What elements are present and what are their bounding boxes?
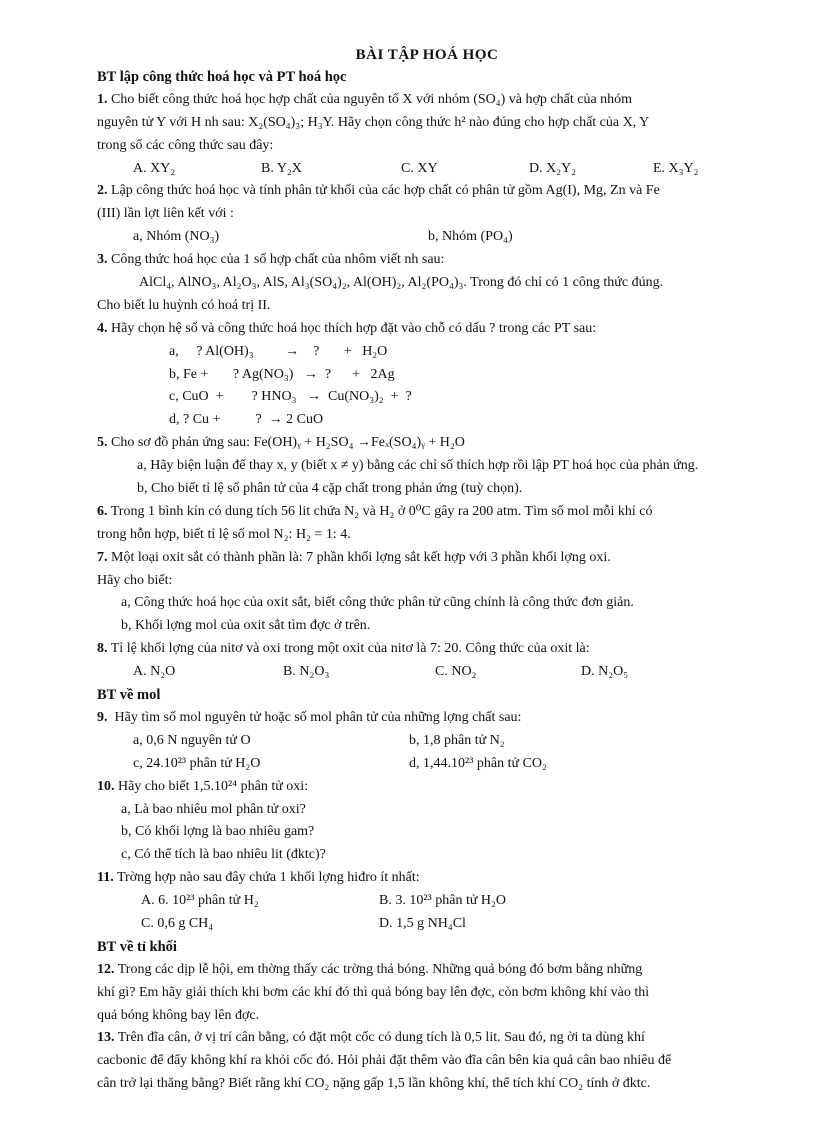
- question-number: 3.: [97, 252, 108, 268]
- question-number: 7.: [97, 549, 108, 565]
- question-number: 9.: [97, 709, 108, 725]
- question-number: 13.: [97, 1030, 115, 1046]
- question-13-line-1: [97, 1027, 757, 1050]
- worksheet-page: [97, 44, 757, 1096]
- question-10-sub-a: a, Là bao nhiêu mol phân tử oxi?: [121, 801, 306, 817]
- question-number: 2.: [97, 183, 108, 199]
- option-b: b, Nhóm (PO₄): [428, 229, 513, 245]
- question-9-line-1: [97, 707, 757, 730]
- question-9-row-2: [97, 753, 757, 776]
- option-d: D. 1,5 g NH₄Cl: [379, 915, 466, 931]
- question-text: Tỉ lệ khối lợng của nitơ và oxi trong một oxit của nitơ là 7: 20. Công thức của oxit là:: [110, 641, 590, 657]
- question-number: 6.: [97, 503, 108, 519]
- question-text: Một loại oxit sắt có thành phần là: 7 phần khối lợng sắt kết hợp với 3 phần khối lợng oxi.: [111, 549, 611, 565]
- question-3-line-2: AlCl₄, AlNO₃, Al₂O₃, AlS, Al₃(SO₄)₂, Al(OH)₂, Al₂(PO₄)₃. Trong đó chỉ có 1 công thức đúng.: [139, 275, 664, 291]
- question-text: Cho sơ đồ phản ứng sau: Fe(OH)ᵧ + H₂SO₄ →Feₓ(SO₄)ᵧ + H₂O: [111, 435, 465, 451]
- question-8-line-1: [97, 638, 757, 661]
- question-1-options: [97, 158, 757, 181]
- question-number: 8.: [97, 641, 108, 657]
- section-heading-density: BT về tỉ khối: [97, 938, 177, 955]
- question-text: Trờng hợp nào sau đây chứa 1 khối lợng hiđro ít nhất:: [116, 870, 420, 886]
- question-text: Trong các dịp lễ hội, em thờng thấy các trờng thả bóng. Những quả bóng đó bơm bằng những: [117, 961, 643, 977]
- question-8-options: [97, 661, 757, 684]
- question-6-line-1: [97, 501, 757, 524]
- question-12-line-3: quả bóng không bay lên đợc.: [97, 1007, 260, 1023]
- section-heading-formulas: BT lập công thức hoá học và PT hoá học: [97, 69, 347, 85]
- question-2-line-2: (III) lần lợt liên kết với :: [97, 206, 234, 222]
- option-a: A. XY₂: [133, 160, 176, 176]
- question-number: 1.: [97, 91, 108, 107]
- question-7-sub-a: a, Công thức hoá học của oxit sắt, biết công thức phân tử cũng chính là công thức đơn giản.: [121, 595, 634, 611]
- question-5-sub-b: b, Cho biết tỉ lệ số phân tử của 4 cặp chất trong phản ứng (tuỳ chọn).: [137, 481, 523, 497]
- equation-c: c, CuO + ? HNO₃ → Cu(NO₃)₂ + ?: [169, 389, 412, 405]
- question-11-line-1: [97, 867, 757, 890]
- question-12-line-2: khí gì? Em hãy giải thích khi bơm các khí đó thì quả bóng bay lên đợc, còn bơm không khí vào thì: [97, 984, 650, 1000]
- question-number: 5.: [97, 435, 108, 451]
- section-heading-mol: BT về mol: [97, 687, 161, 704]
- option-d: D. X₂Y₂: [529, 160, 577, 176]
- option-e: E. X₃Y₂: [653, 160, 699, 176]
- question-2-line-1: [97, 180, 757, 203]
- option-d: D. N₂O₅: [581, 664, 629, 680]
- option-c: c, 24.10²³ phân tử H₂O: [133, 755, 261, 771]
- question-7-sub-b: b, Khối lợng mol của oxit sắt tìm đợc ở trên.: [121, 618, 371, 634]
- question-text: Trong 1 bình kín có dung tích 56 lit chứa N₂ và H₂ ở 0⁰C gây ra 200 atm. Tìm số mol mỗi khí có: [110, 503, 653, 519]
- question-1-line-1: [97, 89, 757, 112]
- page-title: BÀI TẬP HOÁ HỌC: [355, 47, 499, 63]
- question-text: Lập công thức hoá học và tính phân tử khối của các hợp chất có phân tử gồm Ag(I), Mg, Zn và Fe: [111, 183, 660, 199]
- equation-b: b, Fe + ? Ag(NO₃) → ? + 2Ag: [169, 366, 395, 382]
- question-5-line-1: [97, 432, 757, 455]
- question-2-options: [97, 226, 757, 249]
- option-b: b, 1,8 phân tử N₂: [409, 732, 505, 748]
- question-4-line-1: [97, 318, 757, 341]
- question-3-line-1: [97, 249, 757, 272]
- question-1-line-2: nguyên tử Y với H nh sau: X₂(SO₄)₃; H₃Y. Hãy chọn công thức h² nào đúng cho hợp chất của X, Y: [97, 114, 650, 130]
- question-13-line-3: cân trở lại thăng bằng? Biết rằng khí CO₂ nặng gấp 1,5 lần không khí, thể tích khí CO₂ tính ở đktc.: [97, 1076, 651, 1092]
- option-a: a, 0,6 N nguyên tử O: [133, 732, 251, 748]
- option-b: B. 3. 10²³ phân tử H₂O: [379, 893, 507, 909]
- option-a: A. N₂O: [133, 664, 176, 680]
- question-text: Công thức hoá học của 1 số hợp chất của nhôm viết nh sau:: [111, 252, 445, 268]
- question-7-line-2: Hãy cho biết:: [97, 572, 173, 588]
- question-1-line-3: trong số các công thức sau đây:: [97, 137, 274, 153]
- option-a: A. 6. 10²³ phân tử H₂: [141, 893, 259, 909]
- question-7-line-1: [97, 547, 757, 570]
- option-c: C. 0,6 g CH₄: [141, 915, 214, 931]
- option-b: B. Y₂X: [261, 160, 302, 176]
- option-b: B. N₂O₃: [283, 664, 330, 680]
- question-number: 11.: [97, 870, 114, 886]
- option-a: a, Nhóm (NO₃): [133, 229, 220, 245]
- question-12-line-1: [97, 959, 757, 982]
- question-number: 12.: [97, 961, 115, 977]
- question-9-row-1: [97, 730, 757, 753]
- question-10-sub-c: c, Có thể tích là bao nhiêu lit (đktc)?: [121, 847, 326, 863]
- equation-d: d, ? Cu + ? → 2 CuO: [169, 412, 324, 428]
- question-3-line-3: Cho biết lu huỳnh có hoá trị II.: [97, 297, 271, 313]
- question-5-sub-a: a, Hãy biện luận để thay x, y (biết x ≠ y) bằng các chỉ số thích hợp rồi lập PT hoá học của phản ứng.: [137, 458, 699, 474]
- question-text: Hãy tìm số mol nguyên tử hoặc số mol phân tử của những lợng chất sau:: [114, 709, 522, 725]
- option-d: d, 1,44.10²³ phân tử CO₂: [409, 755, 547, 771]
- question-text: Cho biết công thức hoá học hợp chất của nguyên tố X với nhóm (SO₄) và hợp chất của nhóm: [111, 91, 633, 107]
- question-text: Trên đĩa cân, ở vị trí cân bằng, có đặt một cốc có dung tích là 0,5 lit. Sau đó, ng ời ta dùng khí: [117, 1030, 645, 1046]
- question-number: 10.: [97, 778, 115, 794]
- question-6-line-2: trong hỗn hợp, biết tỉ lệ số mol N₂: H₂ = 1: 4.: [97, 526, 351, 542]
- question-13-line-2: cacbonic để đẩy không khí ra khỏi cốc đó. Hỏi phải đặt thêm vào đĩa cân bên kia quả cân bao nhiêu để: [97, 1053, 672, 1069]
- option-c: C. XY: [401, 160, 438, 176]
- question-text: Hãy chọn hệ số và công thức hoá học thích hợp đặt vào chỗ có dấu ? trong các PT sau:: [111, 320, 597, 336]
- question-10-line-1: [97, 776, 757, 799]
- equation-a: a, ? Al(OH)₃ → ? + H₂O: [169, 343, 388, 359]
- question-11-row-1: [97, 890, 757, 913]
- question-11-row-2: [97, 913, 757, 936]
- question-10-sub-b: b, Có khối lợng là bao nhiêu gam?: [121, 824, 315, 840]
- question-text: Hãy cho biết 1,5.10²⁴ phân tử oxi:: [118, 778, 309, 794]
- question-number: 4.: [97, 320, 108, 336]
- option-c: C. NO₂: [435, 664, 477, 680]
